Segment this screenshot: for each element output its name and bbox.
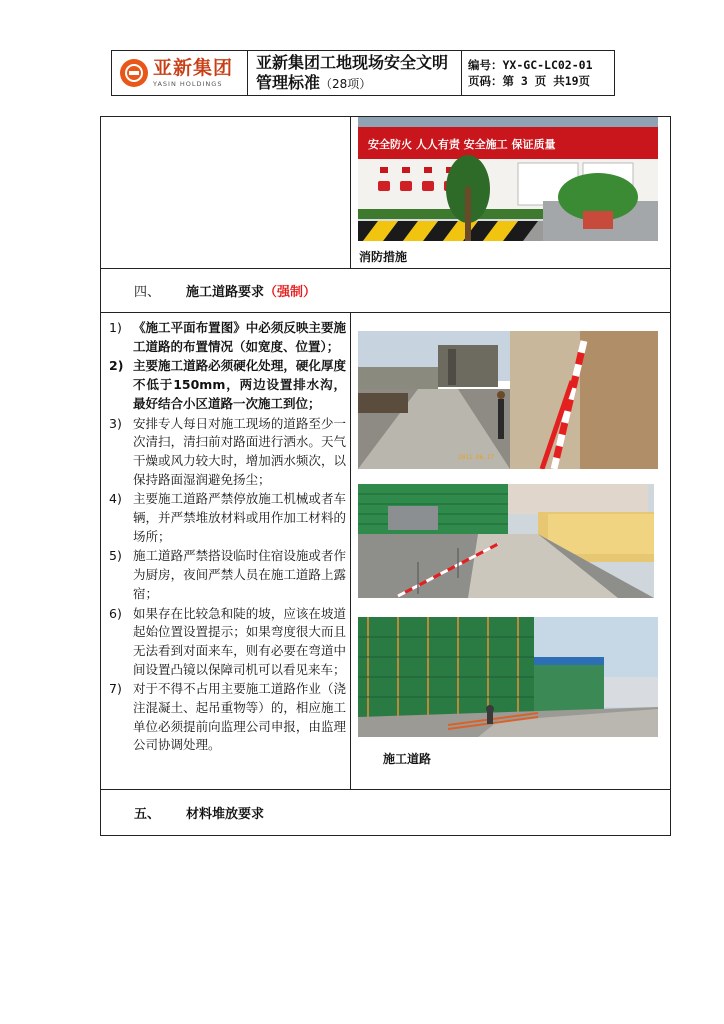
- road-photo-2: [358, 484, 654, 598]
- table-row: [101, 117, 670, 269]
- photo-cell: [351, 117, 670, 268]
- section-title: 施工道路要求: [186, 285, 265, 300]
- empty-cell: [101, 117, 351, 268]
- mandatory-tag: （强制）: [264, 285, 317, 300]
- fire-station-illustration: [358, 117, 658, 241]
- list-item: 3) 安排专人每日对施工现场的道路至少一次清扫，清扫前对路面进行洒水。天气干燥或风力较大时，增加洒水频次，以保持路面湿润避免扬尘；: [109, 415, 346, 487]
- road-photo-1: [358, 331, 658, 469]
- section-number: 四、: [134, 285, 161, 300]
- list-item: 4) 主要施工道路严禁停放施工机械或者车辆，并严禁堆放材料或用作加工材料的场所；: [109, 491, 346, 544]
- list-item: 7) 对于不得不占用主要施工道路作业（浇注混凝土、起吊重物等）的，相应施工单位必须提前向监理公司申报，由监理公司协调处理。: [109, 681, 346, 753]
- requirements-list: [101, 313, 350, 755]
- table-row: [101, 313, 670, 790]
- road-photo-3: [358, 617, 658, 737]
- photo-caption: 消防措施: [359, 250, 408, 264]
- fire-protection-photo: [358, 117, 658, 241]
- list-item: 6) 如果存在比较急和陡的坡，应该在坡道起始位置设置提示；如果弯度很大而且无法看到对面来车，则有必要在弯道中间设置凸镜以保障司机可以看见来车；: [109, 605, 346, 677]
- logo-english-name: YASIN HOLDINGS: [153, 79, 223, 88]
- banner-text: 安全防火 人人有责 安全施工 保证质量: [368, 138, 556, 151]
- document-title: [248, 51, 462, 95]
- logo-emblem-icon: [120, 59, 148, 87]
- document-header: [111, 50, 615, 96]
- photos-cell: [351, 313, 670, 789]
- company-logo: [112, 51, 248, 95]
- section-heading-row: [101, 269, 670, 313]
- section-4-heading: [101, 281, 316, 300]
- list-item: 1) 《施工平面布置图》中必须反映主要施工道路的布置情况（如宽度、位置）；: [109, 320, 346, 354]
- title-main: 亚新集团工地现场安全文明管理标准: [256, 52, 449, 92]
- section-title: 材料堆放要求: [186, 807, 265, 822]
- document-meta: [462, 51, 614, 95]
- photo-caption: 施工道路: [383, 752, 432, 766]
- requirements-cell: [101, 313, 351, 789]
- page-number: 页码：第 3 页 共19页: [468, 74, 591, 88]
- section-5-heading: [101, 803, 264, 822]
- photo-date-stamp: 2011.06.17: [458, 454, 495, 461]
- section-heading-row: [101, 790, 670, 835]
- list-item: 2) 主要施工道路必须硬化处理，硬化厚度不低于150mm，两边设置排水沟，最好结合小区道路一次施工到位；: [109, 358, 346, 411]
- logo-chinese-name: 亚新集团: [153, 56, 234, 79]
- title-note: （28项）: [320, 76, 372, 91]
- standards-table: [100, 116, 671, 836]
- document-code: 编号：YX-GC-LC02-01: [468, 58, 593, 72]
- list-item: 5) 施工道路严禁搭设临时住宿设施或者作为厨房，夜间严禁人员在施工道路上露宿；: [109, 548, 346, 601]
- section-number: 五、: [134, 807, 161, 822]
